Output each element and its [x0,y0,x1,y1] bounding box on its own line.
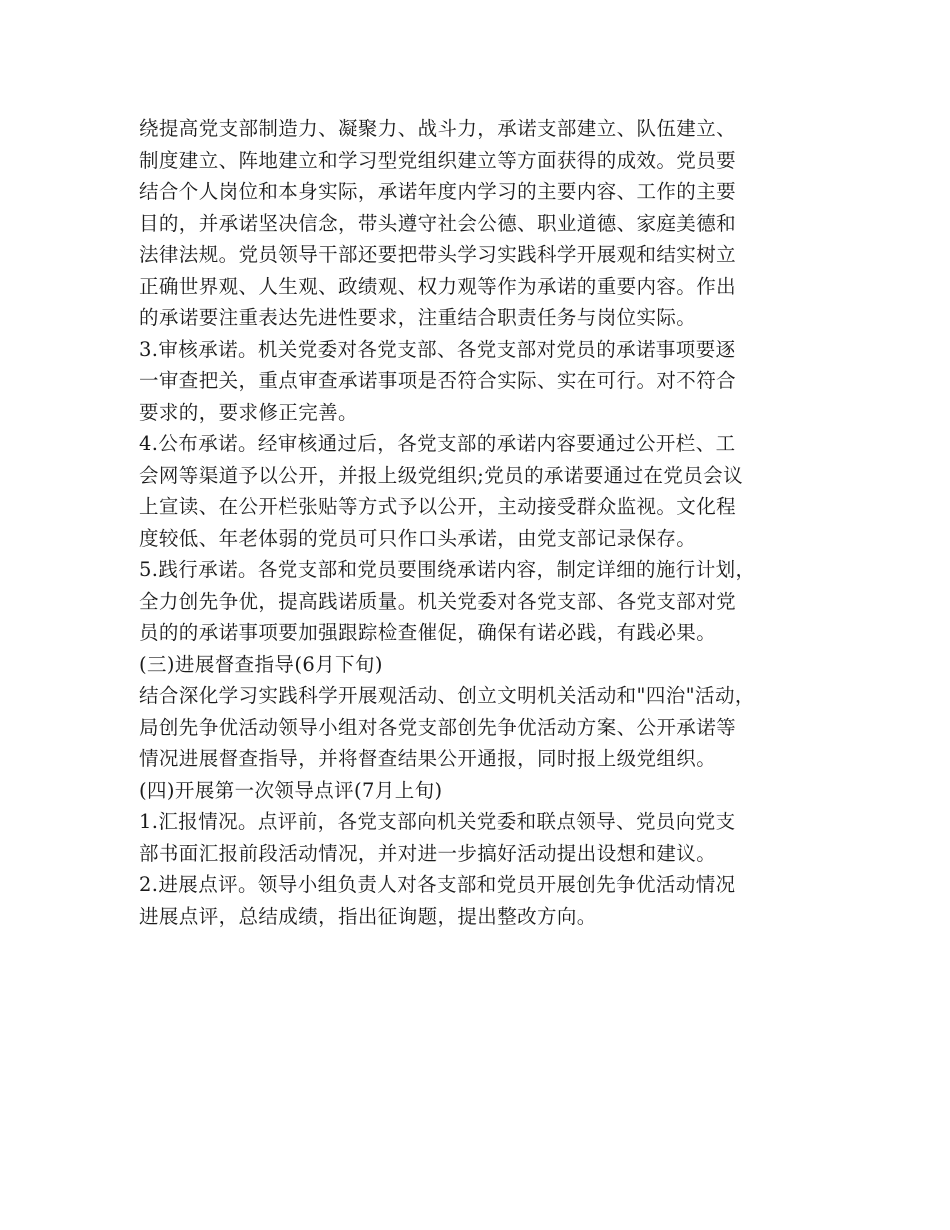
text-line: 部书面汇报前段活动情况，并对进一步搞好活动提出设想和建议。 [139,841,717,865]
text-line: 进展点评，总结成绩，指出征询题，提出整改方向。 [139,904,597,928]
list-item-3-line: 3.审核承诺。机关党委对各党支部、各党支部对党员的承诺事项要逐 [139,337,736,361]
text-line: 制度建立、阵地建立和学习型党组织建立等方面获得的成效。党员要 [139,148,737,172]
section-heading-4: (四)开展第一次领导点评(7月上旬) [139,778,443,802]
text-line: 情况进展督查指导，并将督查结果公开通报，同时报上级党组织。 [139,747,717,770]
text-line: 要求的，要求修正完善。 [139,400,358,424]
document-body [139,113,819,932]
text-line: 绕提高党支部制造力、凝聚力、战斗力，承诺支部建立、队伍建立、 [139,117,737,140]
text-line: 员的的承诺事项要加强跟踪检查催促，确保有诺必践，有践必果。 [139,621,717,644]
list-item-5-line: 5.践行承诺。各党支部和党员要围绕承诺内容，制定详细的施行计划， [139,558,756,581]
text-line: 结合深化学习实践科学开展观活动、创立文明机关活动和"四治"活动， [139,684,755,707]
section-heading-3: (三)进展督查指导(6月下旬) [139,652,383,676]
text-line: 全力创先争优，提高践诺质量。机关党委对各党支部、各党支部对党 [139,589,737,613]
text-line: 的承诺要注重表达先进性要求，注重结合职责任务与岗位实际。 [139,306,697,329]
list-item-4-line: 4.公布承诺。经审核通过后，各党支部的承诺内容要通过公开栏、工 [139,432,736,455]
list-item-2-line: 2.进展点评。领导小组负责人对各支部和党员开展创先争优活动情况 [139,873,736,896]
text-line: 会网等渠道予以公开，并报上级党组织;党员的承诺要通过在党员会议 [139,463,743,487]
text-line: 正确世界观、人生观、政绩观、权力观等作为承诺的重要内容。作出 [139,274,737,298]
text-line: 局创先争优活动领导小组对各党支部创先争优活动方案、公开承诺等 [139,715,737,739]
text-line: 一审查把关，重点审查承诺事项是否符合实际、实在可行。对不符合 [139,369,737,392]
text-line: 结合个人岗位和本身实际，承诺年度内学习的主要内容、工作的主要 [139,180,737,203]
text-line: 目的，并承诺坚决信念，带头遵守社会公德、职业道德、家庭美德和 [139,211,737,235]
text-line: 上宣读、在公开栏张贴等方式予以公开，主动接受群众监视。文化程 [139,495,737,518]
text-line: 法律法规。党员领导干部还要把带头学习实践科学开展观和结实树立 [139,243,737,266]
list-item-1-line: 1.汇报情况。点评前，各党支部向机关党委和联点领导、党员向党支 [139,810,736,833]
text-line: 度较低、年老体弱的党员可只作口头承诺，由党支部记录保存。 [139,526,697,550]
